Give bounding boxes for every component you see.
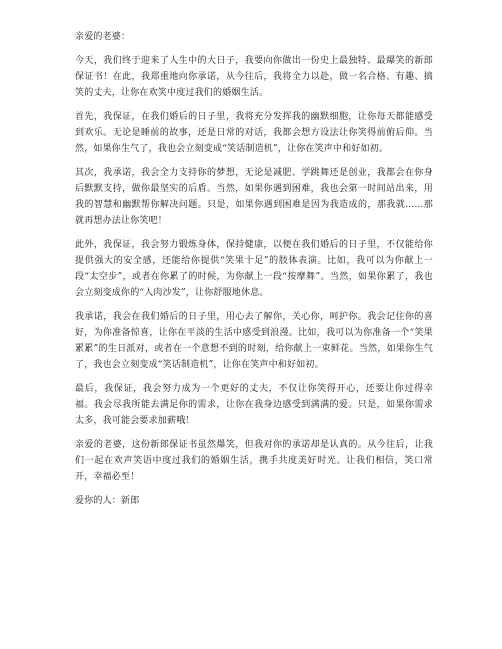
letter-paragraph: 今天，我们终于迎来了人生中的大日子，我要向你做出一份史上最独特、最爆笑的新郎保证书！在此，我郑重地向你承诺，从今往后，我将全力以赴，做一名合格、有趣、搞笑的丈夫，让你在欢笑中度过我们的婚姻生活。 [75,56,433,98]
letter-greeting: 亲爱的老婆： [75,32,131,42]
letter-paragraph: 其次，我承诺，我会全力支持你的梦想，无论是减肥、学跳舞还是创业，我都会在你身后默默支持，做你最坚实的后盾。当然，如果你遇到困难，我也会第一时间站出来，用我的智慧和幽默帮你解决问题。只是，如果你遇到困难是因为我造成的，那我就……那就再想办法让你笑吧！ [75,168,433,226]
letter-paragraph: 亲爱的老婆，这份新郎保证书虽然爆笑，但我对你的承诺却是认真的。从今往后，让我们一起在欢声笑语中度过我们的婚姻生活，携手共度美好时光。让我们相信，笑口常开，幸福必至！ [75,440,433,482]
letter-paragraph: 首先，我保证，在我们婚后的日子里，我将充分发挥我的幽默细胞，让你每天都能感受到欢乐。无论是睡前的故事，还是日常的对话，我都会想方设法让你笑得前俯后仰。当然，如果你生气了，我也会立刻变成“笑话制造机”，让你在笑声中和好如初。 [75,112,433,154]
letter-paragraph: 此外，我保证，我会努力锻炼身体，保持健康，以便在我们婚后的日子里，不仅能给你提供强大的安全感，还能给你提供“笑果十足”的肢体表演。比如，我可以为你献上一段“太空步”，或者在你累了的时候，为你献上一段“按摩舞”。当然，如果你累了，我也会立刻变成你的“人肉沙发”，让你舒服地休息。 [75,240,433,298]
letter-body [75,29,433,512]
letter-signature: 爱你的人：新郎 [75,496,140,506]
letter-paragraph: 最后，我保证，我会努力成为一个更好的丈夫，不仅让你笑得开心，还要让你过得幸福。我会尽我所能去满足你的需求，让你在我身边感受到满满的爱。只是，如果你需求太多，我可能会要求加薪哦！ [75,384,433,426]
letter-paragraph: 我承诺，我会在我们婚后的日子里，用心去了解你，关心你，呵护你。我会记住你的喜好，为你准备惊喜，让你在平淡的生活中感受到浪漫。比如，我可以为你准备一个“笑果累累”的生日派对，或者在一个意想不到的时刻，给你献上一束鲜花。当然，如果你生气了，我也会立刻变成“笑话制造机”，让你在笑声中和好如初。 [75,312,433,370]
